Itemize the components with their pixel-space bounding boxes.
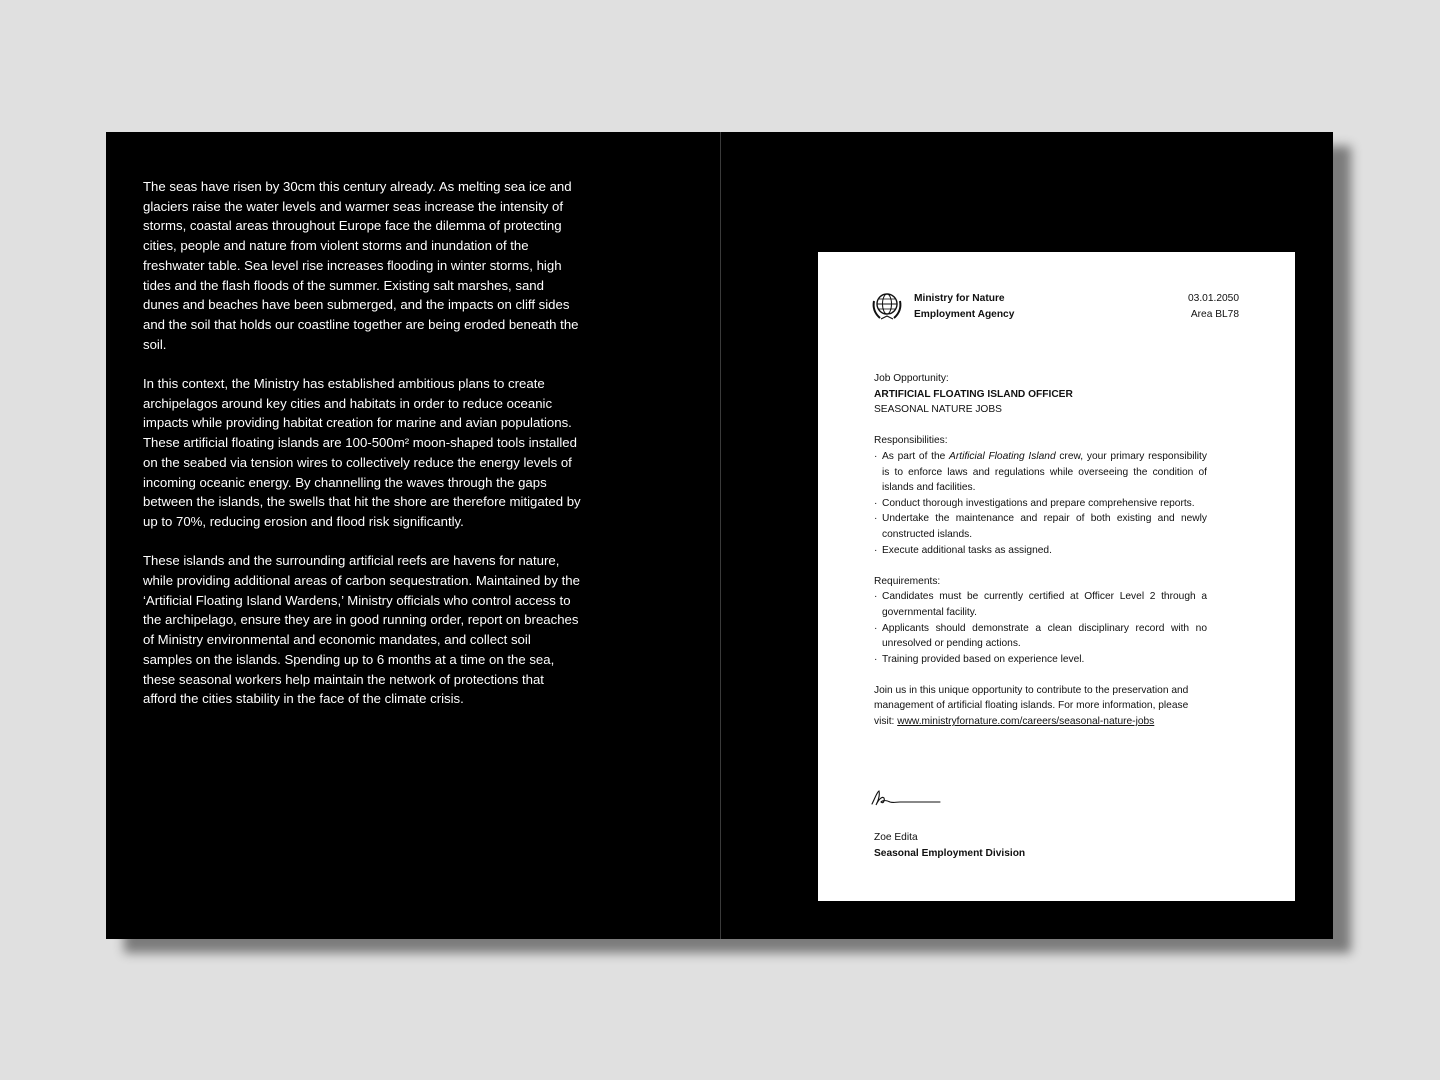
- list-item: · Training provided based on experience level.: [874, 652, 1207, 668]
- letter-meta: [1188, 291, 1239, 322]
- signer-division: Seasonal Employment Division: [874, 847, 1026, 859]
- closing-text: Join us in this unique opportunity to contribute to the preservation and management of artificial floating islands. For more information, please visit: www.ministryfornature.com/careers/seasonal-nature-jobs: [874, 684, 1189, 728]
- requirements-list: [874, 589, 1207, 667]
- letter-area: Area BL78: [1190, 308, 1239, 320]
- list-item: · Applicants should demonstrate a clean disciplinary record with no unresolved or pending actions.: [874, 621, 1207, 652]
- list-item: · Undertake the maintenance and repair of both existing and newly constructed islands.: [874, 511, 1207, 542]
- paragraph-2: In this context, the Ministry has established ambitious plans to create archipelagos around key cities and habitats in order to reduce oceanic impacts while providing habitat creation for marine and avian populations. These artificial floating islands are 100-500m² moon-shaped tools installed on the seabed via tension wires to collectively reduce the energy levels of incoming oceanic energy. By channelling the waves through the gaps between the islands, the swells that hit the shore are therefore mitigated by up to 70%, reducing erosion and flood risk significantly.: [143, 376, 581, 529]
- signer-block: [874, 830, 1025, 861]
- job-subtitle: SEASONAL NATURE JOBS: [874, 404, 1002, 416]
- list-item: · As part of the Artificial Floating Island crew, your primary responsibility is to enforce laws and regulations while overseeing the condition of islands and facilities.: [874, 449, 1207, 496]
- ministry-emblem-icon: [870, 289, 904, 323]
- job-letter: [818, 252, 1295, 901]
- signer-name: Zoe Edita: [874, 832, 918, 843]
- list-item: · Candidates must be currently certified at Officer Level 2 through a governmental facility.: [874, 589, 1207, 620]
- handwritten-signature: [870, 786, 942, 810]
- left-page-text: [143, 177, 581, 729]
- paragraph-3: These islands and the surrounding artificial reefs are havens for nature, while providing additional areas of carbon sequestration. Maintained by the ‘Artificial Floating Island Wardens,’ Ministry officials who control access to the archipelago, ensure they are in good running order, report on breaches of Ministry environmental and economic mandates, and collect soil samples on the islands. Spending up to 6 months at a time on the sea, these seasonal workers help maintain the network of protections that afford the cities stability in the face of the climate crisis.: [143, 553, 580, 707]
- organization-name: [914, 291, 1014, 322]
- responsibilities-list: [874, 449, 1207, 558]
- letter-body: [874, 371, 1207, 730]
- org-line-1: Ministry for Nature: [914, 293, 1005, 304]
- list-item: · Conduct thorough investigations and prepare comprehensive reports.: [874, 496, 1207, 512]
- letter-date: 03.01.2050: [1188, 293, 1239, 304]
- list-item: · Execute additional tasks as assigned.: [874, 543, 1207, 559]
- book-gutter: [720, 132, 721, 939]
- requirements-heading: Requirements:: [874, 575, 941, 587]
- job-title: ARTIFICIAL FLOATING ISLAND OFFICER: [874, 388, 1073, 400]
- org-line-2: Employment Agency: [914, 308, 1015, 320]
- book-spread: [106, 132, 1333, 939]
- paragraph-1: The seas have risen by 30cm this century already. As melting sea ice and glaciers raise the water levels and warmer seas increase the intensity of storms, coastal areas throughout Europe face the dilemma of protecting cities, people and nature from violent storms and inundation of the freshwater table. Sea level rise increases flooding in winter storms, high tides and the flash floods of the summer. Existing salt marshes, sand dunes and beaches have been submerged, and the impacts on cliff sides and the soil that holds our coastline together are being eroded beneath the soil.: [143, 179, 579, 352]
- job-intro: Job Opportunity:: [874, 373, 949, 384]
- responsibilities-heading: Responsibilities:: [874, 435, 948, 447]
- careers-link[interactable]: www.ministryfornature.com/careers/seasonal-nature-jobs: [897, 716, 1155, 728]
